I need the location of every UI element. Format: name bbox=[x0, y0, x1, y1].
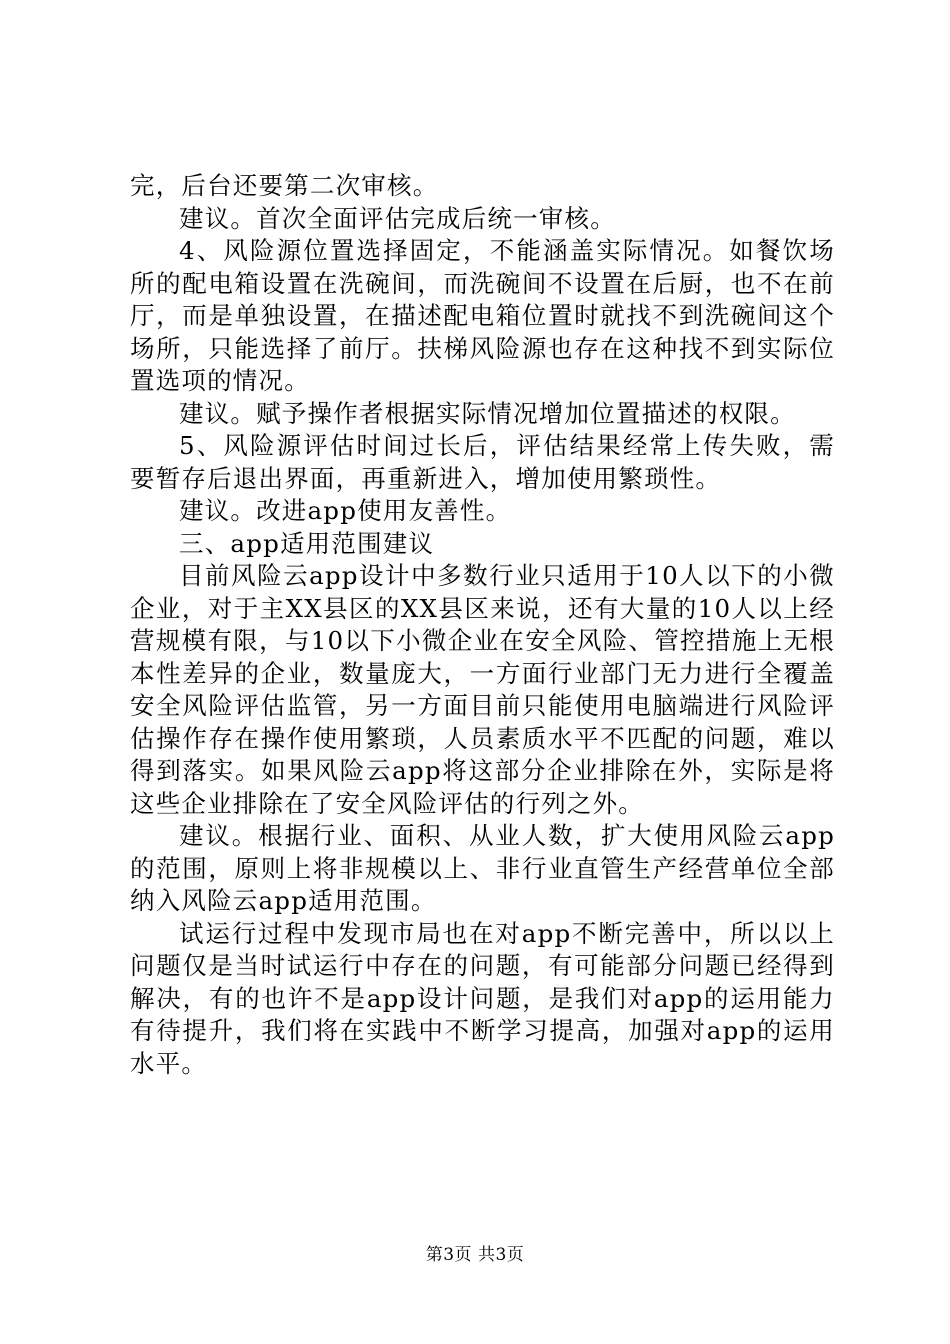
paragraph-2: 建议。首次全面评估完成后统一审核。 bbox=[179, 203, 616, 233]
paragraph-3: 4、风险源位置选择固定，不能涵盖实际情况。如餐饮场所的配电箱设置在洗碗间，而洗碗间不设置在后厨，也不在前厅，而是单独设置，在描述配电箱位置时就找不到洗碗间这个场所，只能选择了前厅。扶梯风险源也存在这种找不到实际位置选项的情况。 bbox=[130, 236, 835, 395]
section-heading: 三、app适用范围建议 bbox=[179, 528, 435, 558]
paragraph-1: 完，后台还要第二次审核。 bbox=[130, 171, 439, 200]
document-body bbox=[130, 170, 835, 1080]
paragraph-8: 目前风险云app设计中多数行业只适用于10人以下的小微企业，对于主XX县区的XX县区来说，还有大量的10人以上经营规模有限，与10以下小微企业在安全风险、管控措施上无根本性差异的企业，数量庞大，一方面行业部门无力进行全覆盖安全风险评估监管，另一方面目前只能使用电脑端进行风险评估操作存在操作使用繁琐，人员素质水平不匹配的问题，难以得到落实。如果风险云app将这部分企业排除在外，实际是将这些企业排除在了安全风险评估的行列之外。 bbox=[130, 561, 835, 818]
paragraph-10: 试运行过程中发现市局也在对app不断完善中，所以以上问题仅是当时试运行中存在的问题，有可能部分问题已经得到解决，有的也许不是app设计问题，是我们对app的运用能力有待提升，我们将在实践中不断学习提高，加强对app的运用水平。 bbox=[130, 918, 835, 1078]
page-footer bbox=[0, 1244, 950, 1266]
paragraph-9: 建议。根据行业、面积、从业人数，扩大使用风险云app的范围，原则上将非规模以上、非行业直管生产经营单位全部纳入风险云app适用范围。 bbox=[130, 821, 835, 915]
page-number-label: 第3页 共3页 bbox=[425, 1245, 525, 1265]
paragraph-4: 建议。赋予操作者根据实际情况增加位置描述的权限。 bbox=[179, 398, 796, 428]
paragraph-5: 5、风险源评估时间过长后，评估结果经常上传失败，需要暂存后退出界面，再重新进入，增加使用繁琐性。 bbox=[130, 431, 835, 493]
paragraph-6: 建议。改进app使用友善性。 bbox=[179, 496, 512, 525]
